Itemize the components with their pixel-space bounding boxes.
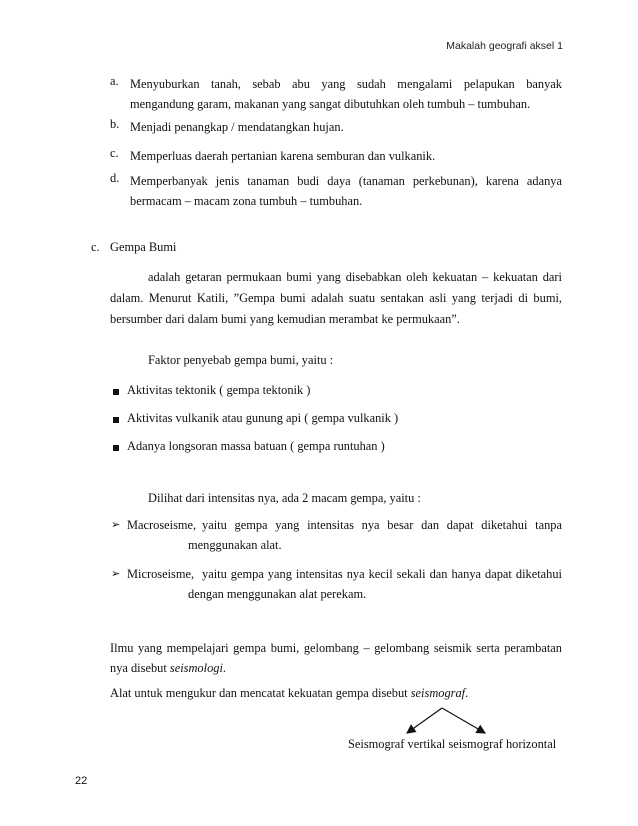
intensity-desc-line1: yaitu gempa yang intensitas nya besar dan dapat diketahui tanpa xyxy=(202,518,562,532)
seismograph-text-end: . xyxy=(465,686,469,700)
section-marker: c. xyxy=(91,240,100,254)
list-marker-d: d. xyxy=(110,171,120,185)
page-header: Makalah geografi aksel 1 xyxy=(446,40,563,52)
intensity-desc-line2: dengan menggunakan alat perekam. xyxy=(188,587,367,601)
list-item-a: Menyuburkan tanah, sebab abu yang sudah mengalami pelapukan banyak mengandung garam, makanan yang sangat dibutuhkan oleh tumbuh – tumbuhan. xyxy=(130,77,562,111)
seismology-term: seismologi xyxy=(169,661,223,675)
section-title: Gempa Bumi xyxy=(110,240,177,254)
seismograph-text: Alat untuk mengukur dan mencatat kekuatan gempa disebut xyxy=(110,686,411,700)
list-marker-b: b. xyxy=(110,117,120,131)
arrow-bullet-icon: ➢ xyxy=(111,518,121,531)
left-arrow xyxy=(407,708,442,733)
seismology-text: Ilmu yang mempelajari gempa bumi, gelombang – gelombang seismik serta perambatan nya disebut xyxy=(110,641,562,675)
seismology-text-end: . xyxy=(222,661,227,675)
section-definition: adalah getaran permukaan bumi yang disebabkan oleh kekuatan – kekuatan dari dalam. Menurut Katili, ”Gempa bumi adalah suatu sentakan asli yang terjadi di bumi, bersumber dari dalam bumi yang kemudian merambat ke permukaan”. xyxy=(110,270,562,326)
page-number: 22 xyxy=(75,775,88,787)
factor-item: Aktivitas vulkanik atau gunung api ( gempa vulkanik ) xyxy=(127,411,399,425)
intensity-desc-line2: menggunakan alat. xyxy=(188,538,282,552)
branch-arrows-diagram xyxy=(395,702,495,740)
factor-item: Adanya longsoran massa batuan ( gempa runtuhan ) xyxy=(127,439,385,453)
list-marker-c: c. xyxy=(110,146,119,160)
arrow-bullet-icon: ➢ xyxy=(111,567,121,580)
list-marker-a: a. xyxy=(110,74,119,88)
list-item-c: Memperluas daerah pertanian karena semburan dan vulkanik. xyxy=(130,149,436,163)
diagram-label: Seismograf vertikal seismograf horizontal xyxy=(348,737,557,751)
factors-intro: Faktor penyebab gempa bumi, yaitu : xyxy=(148,353,334,367)
right-arrow xyxy=(442,708,485,733)
intensity-desc-line1: yaitu gempa yang intensitas nya kecil sekali dan hanya dapat diketahui xyxy=(202,567,562,581)
intensity-term: Microseisme, xyxy=(127,567,195,581)
seismograph-term: seismograf xyxy=(410,686,466,700)
factor-item: Aktivitas tektonik ( gempa tektonik ) xyxy=(127,383,311,397)
square-bullet-icon xyxy=(113,445,119,451)
square-bullet-icon xyxy=(113,417,119,423)
seismograph-paragraph xyxy=(110,683,468,703)
intensity-term: Macroseisme, xyxy=(127,518,197,532)
seismology-paragraph xyxy=(110,638,562,678)
intensity-intro: Dilihat dari intensitas nya, ada 2 macam gempa, yaitu : xyxy=(148,491,421,505)
square-bullet-icon xyxy=(113,389,119,395)
list-item-b: Menjadi penangkap / mendatangkan hujan. xyxy=(130,120,344,134)
list-item-d: Memperbanyak jenis tanaman budi daya (tanaman perkebunan), karena adanya bermacam – macam zona tumbuh – tumbuhan. xyxy=(130,174,562,208)
